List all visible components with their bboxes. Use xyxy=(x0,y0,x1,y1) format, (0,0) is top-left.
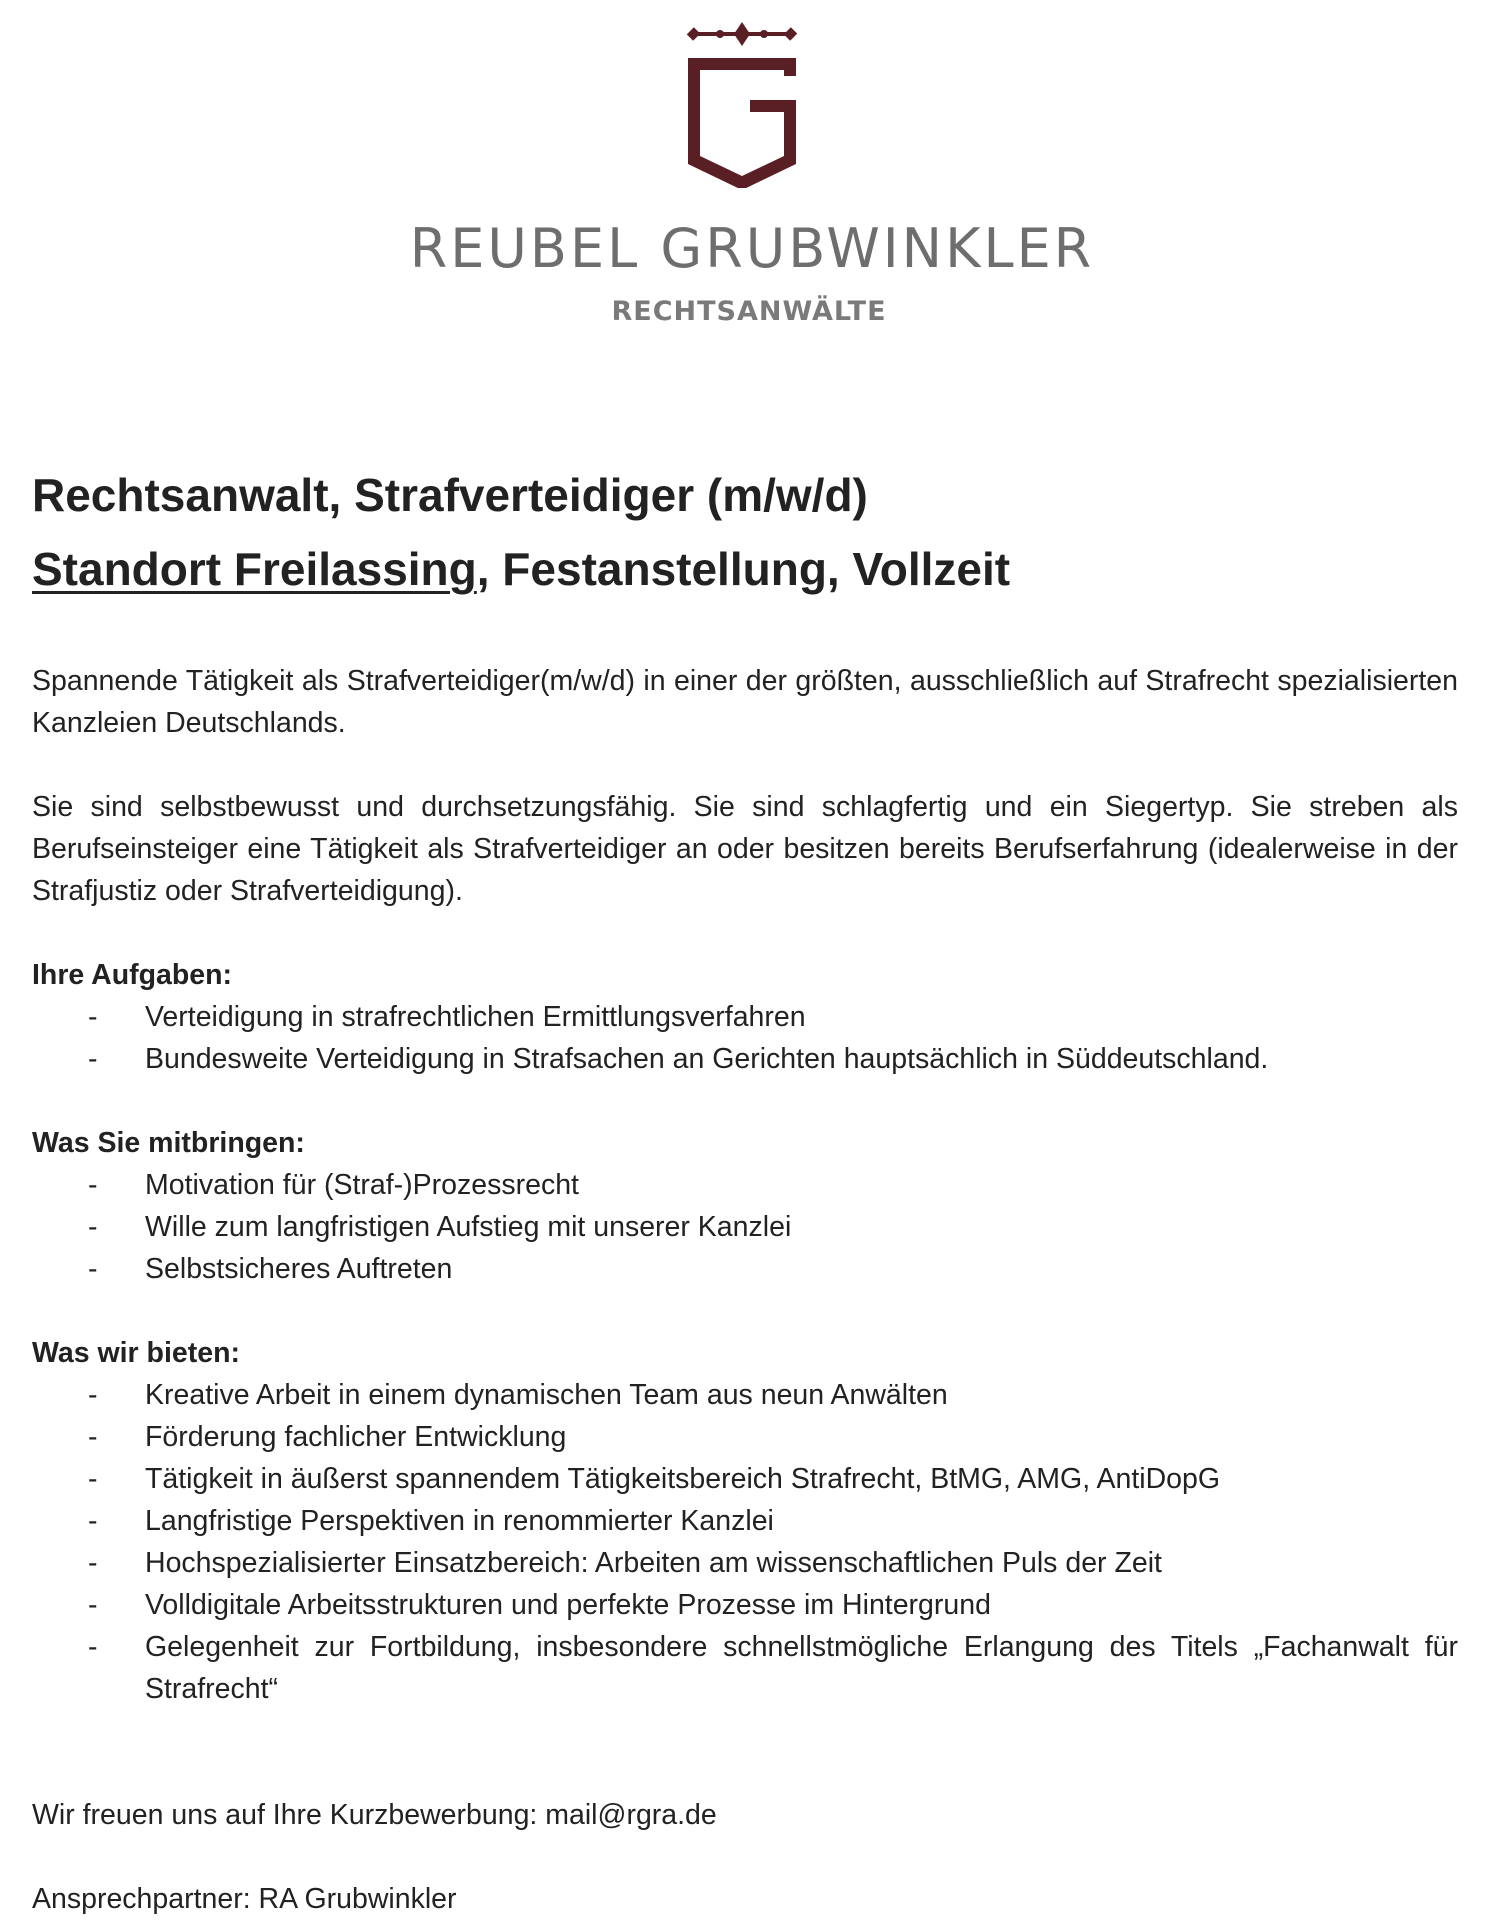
job-title xyxy=(32,458,1458,606)
list-item: - Bundesweite Verteidigung in Strafsachen an Gerichten hauptsächlich in Süddeutschland. xyxy=(32,1038,1458,1080)
intro-paragraph: Spannende Tätigkeit als Strafverteidiger(m/w/d) in einer der größten, ausschließlich auf Strafrecht spezialisierten Kanzleien Deutschlands. xyxy=(32,665,1458,739)
requirements-list xyxy=(32,1164,1458,1290)
job-location: Standort Freilassing xyxy=(32,543,477,595)
profile-paragraph: Sie sind selbstbewusst und durchsetzungsfähig. Sie sind schlagfertig und ein Siegertyp. Sie streben als Berufseinsteiger eine Tätigkeit als Strafverteidiger an oder besitzen bereits Berufserfahrung (idealerweise in der Strafjustiz oder Strafverteidigung). xyxy=(32,791,1458,907)
list-item: - Gelegenheit zur Fortbildung, insbesondere schnellstmögliche Erlangung des Titels „Fachanwalt für Strafrecht“ xyxy=(32,1626,1458,1710)
list-item: - Tätigkeit in äußerst spannendem Tätigkeitsbereich Strafrecht, BtMG, AMG, AntiDopG xyxy=(32,1458,1458,1500)
tasks-list xyxy=(32,996,1458,1080)
list-item: - Verteidigung in strafrechtlichen Ermittlungsverfahren xyxy=(32,996,1458,1038)
job-posting xyxy=(32,458,1458,1920)
requirements-heading: Was Sie mitbringen: xyxy=(32,1127,305,1159)
list-item: - Volldigitale Arbeitsstrukturen und perfekte Prozesse im Hintergrund xyxy=(32,1584,1458,1626)
firm-logo xyxy=(0,0,1498,340)
shield-g-logo-icon xyxy=(680,18,804,188)
list-item: - Förderung fachlicher Entwicklung xyxy=(32,1416,1458,1458)
contact-person: Ansprechpartner: RA Grubwinkler xyxy=(32,1883,457,1915)
list-item: - Hochspezialisierter Einsatzbereich: Arbeiten am wissenschaftlichen Puls der Zeit xyxy=(32,1542,1458,1584)
firm-name: REUBEL GRUBWINKLER xyxy=(409,217,1095,280)
list-item: - Langfristige Perspektiven in renommierter Kanzlei xyxy=(32,1500,1458,1542)
list-item: - Kreative Arbeit in einem dynamischen Team aus neun Anwälten xyxy=(32,1374,1458,1416)
job-title-line-1: Rechtsanwalt, Strafverteidiger (m/w/d) xyxy=(32,469,868,521)
list-item: - Selbstsicheres Auftreten xyxy=(32,1248,1458,1290)
list-item: - Wille zum langfristigen Aufstieg mit unserer Kanzlei xyxy=(32,1206,1458,1248)
offer-list xyxy=(32,1374,1458,1710)
job-terms: , Festanstellung, Vollzeit xyxy=(476,543,1011,595)
tasks-heading: Ihre Aufgaben: xyxy=(32,959,233,991)
offer-heading: Was wir bieten: xyxy=(32,1337,240,1369)
list-item: - Motivation für (Straf-)Prozessrecht xyxy=(32,1164,1458,1206)
application-contact: Wir freuen uns auf Ihre Kurzbewerbung: mail@rgra.de xyxy=(32,1799,717,1831)
firm-subtitle: RECHTSANWÄLTE xyxy=(611,296,887,327)
